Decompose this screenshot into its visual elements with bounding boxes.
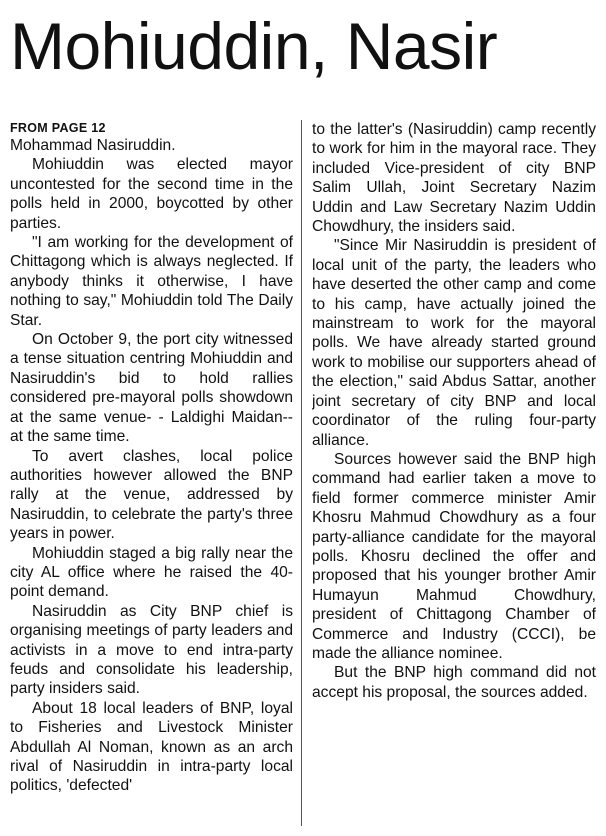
paragraph: But the BNP high command did not accept his proposal, the sources added. <box>312 664 596 701</box>
right-column <box>312 120 596 830</box>
paragraph: To avert clashes, local police authorities however allowed the BNP rally at the venue, addressed by Nasiruddin, to celebrate the party's three years in power. <box>10 447 293 543</box>
paragraph: "I am working for the development of Chittagong which is always neglected. If anybody thinks it otherwise, I have nothing to say," Mohiuddin told The Daily Star. <box>10 234 293 329</box>
headline: Mohiuddin, Nasir <box>10 9 498 83</box>
paragraph: Mohiuddin staged a big rally near the city AL office where he raised the 40-point demand. <box>10 544 293 601</box>
column-divider <box>301 120 302 826</box>
paragraph: to the latter's (Nasiruddin) camp recently to work for him in the mayoral race. They included Vice-president of city BNP Salim Ullah, Joint Secretary Nazim Uddin and Law Secretary Nazim Uddin Chowdhury, the insiders said. <box>312 121 596 236</box>
paragraph: "Since Mir Nasiruddin is president of local unit of the party, the leaders who have deserted the other camp and come to his camp, have actually joined the mainstream to work for the mayoral polls. We have already started ground work to mobilise our supporters ahead of the election," said Abdus Sattar, another joint secretary of city BNP and local coordinator of the ruling four-party alliance. <box>312 237 596 449</box>
paragraph: About 18 local leaders of BNP, loyal to Fisheries and Livestock Minister Abdullah Al Noman, known as an arch rival of Nasiruddin in intra-party local politics, 'defected' <box>10 699 293 795</box>
continued-from-kicker: FROM PAGE 12 <box>10 121 106 135</box>
paragraph: Nasiruddin as City BNP chief is organising meetings of party leaders and activists in a move to end intra-party feuds and consolidate his leadership, party insiders said. <box>10 602 293 698</box>
paragraph: Sources however said the BNP high command had earlier taken a move to field former commerce minister Amir Khosru Mahmud Chowdhury as a four party-alliance candidate for the mayoral polls. Khosru declined the offer and proposed that his younger brother Amir Humayun Mahmud Chowdhury, president of Chittagong Chamber of Commerce and Industry (CCCI), be made the alliance nominee. <box>312 450 596 662</box>
paragraph: On October 9, the port city witnessed a tense situation centring Mohiuddin and Nasiruddin's bid to hold rallies considered pre-mayoral polls showdown at the same venue- - Laldighi Maidan-- at the same time. <box>10 331 293 446</box>
paragraph: Mohammad Nasiruddin. <box>10 137 176 154</box>
left-column <box>10 120 293 830</box>
paragraph: Mohiuddin was elected mayor uncontested for the second time in the polls held in 2000, boycotted by other parties. <box>10 156 293 232</box>
